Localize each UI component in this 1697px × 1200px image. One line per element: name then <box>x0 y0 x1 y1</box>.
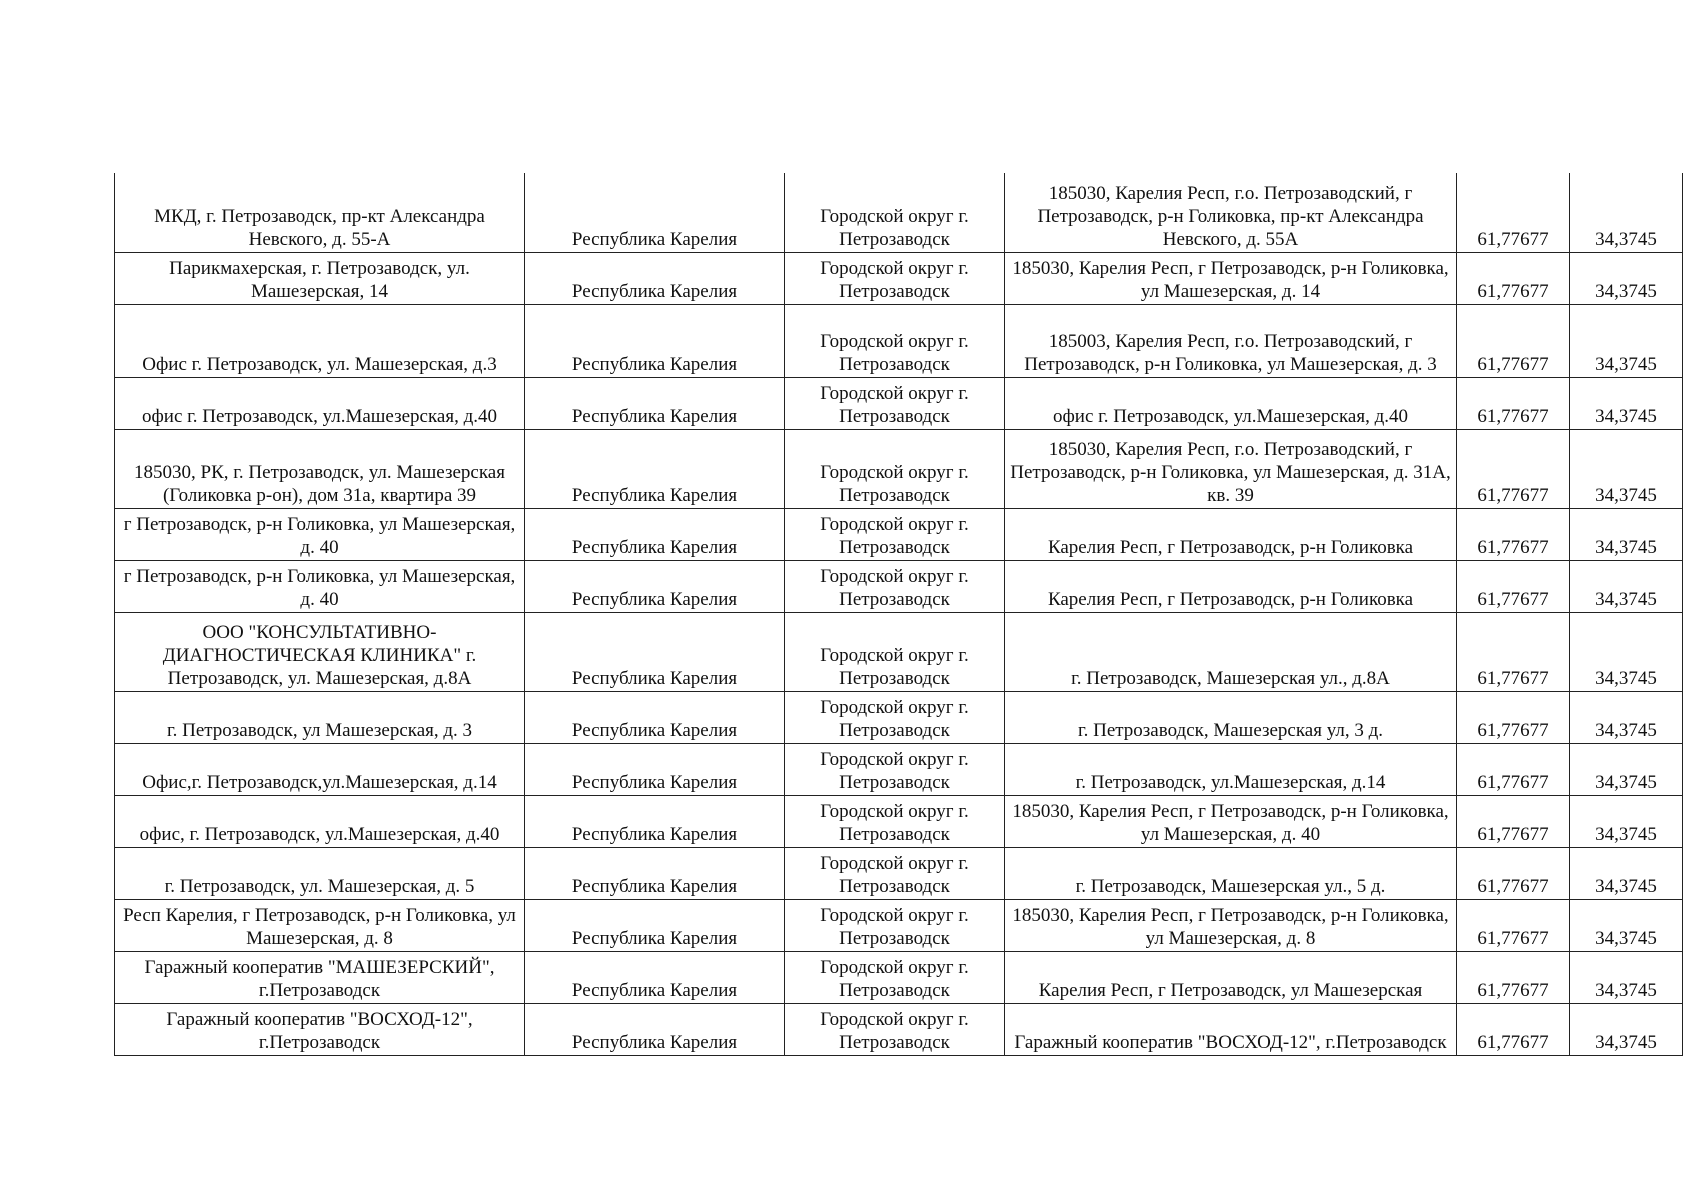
latitude-cell: 61,77677 <box>1457 795 1570 847</box>
okrug-cell: Городской округ г. Петрозаводск <box>785 899 1005 951</box>
region-cell: Республика Карелия <box>525 691 785 743</box>
longitude-cell: 34,3745 <box>1570 560 1683 612</box>
latitude-cell: 61,77677 <box>1457 560 1570 612</box>
longitude-cell: 34,3745 <box>1570 612 1683 691</box>
address-cell: Карелия Респ, г Петрозаводск, ул Машезерская <box>1005 951 1457 1003</box>
object-name-cell: Гаражный кооператив "МАШЕЗЕРСКИЙ", г.Петрозаводск <box>115 951 525 1003</box>
okrug-cell: Городской округ г. Петрозаводск <box>785 429 1005 508</box>
okrug-cell: Городской округ г. Петрозаводск <box>785 508 1005 560</box>
okrug-cell: Городской округ г. Петрозаводск <box>785 795 1005 847</box>
object-name-cell: г. Петрозаводск, ул Машезерская, д. 3 <box>115 691 525 743</box>
object-name-cell: офис, г. Петрозаводск, ул.Машезерская, д.40 <box>115 795 525 847</box>
table-row <box>115 1003 1683 1055</box>
table-row <box>115 560 1683 612</box>
address-cell: г. Петрозаводск, Машезерская ул, 3 д. <box>1005 691 1457 743</box>
object-name-cell: г Петрозаводск, р-н Голиковка, ул Машезерская, д. 40 <box>115 508 525 560</box>
table-row <box>115 377 1683 429</box>
okrug-cell: Городской округ г. Петрозаводск <box>785 951 1005 1003</box>
region-cell: Республика Карелия <box>525 173 785 252</box>
address-cell: Карелия Респ, г Петрозаводск, р-н Голиковка <box>1005 560 1457 612</box>
okrug-cell: Городской округ г. Петрозаводск <box>785 612 1005 691</box>
longitude-cell: 34,3745 <box>1570 508 1683 560</box>
longitude-cell: 34,3745 <box>1570 743 1683 795</box>
longitude-cell: 34,3745 <box>1570 795 1683 847</box>
address-cell: Карелия Респ, г Петрозаводск, р-н Голиковка <box>1005 508 1457 560</box>
longitude-cell: 34,3745 <box>1570 899 1683 951</box>
object-name-cell: Парикмахерская, г. Петрозаводск, ул. Машезерская, 14 <box>115 252 525 304</box>
longitude-cell: 34,3745 <box>1570 1003 1683 1055</box>
latitude-cell: 61,77677 <box>1457 173 1570 252</box>
okrug-cell: Городской округ г. Петрозаводск <box>785 252 1005 304</box>
region-cell: Республика Карелия <box>525 951 785 1003</box>
region-cell: Республика Карелия <box>525 429 785 508</box>
object-name-cell: г. Петрозаводск, ул. Машезерская, д. 5 <box>115 847 525 899</box>
region-cell: Республика Карелия <box>525 795 785 847</box>
region-cell: Республика Карелия <box>525 377 785 429</box>
latitude-cell: 61,77677 <box>1457 951 1570 1003</box>
region-cell: Республика Карелия <box>525 1003 785 1055</box>
address-cell: 185003, Карелия Респ, г.о. Петрозаводский, г Петрозаводск, р-н Голиковка, ул Машезерская, д. 3 <box>1005 304 1457 377</box>
region-cell: Республика Карелия <box>525 560 785 612</box>
table-row <box>115 304 1683 377</box>
object-name-cell: Офис,г. Петрозаводск,ул.Машезерская, д.14 <box>115 743 525 795</box>
okrug-cell: Городской округ г. Петрозаводск <box>785 691 1005 743</box>
table-row <box>115 252 1683 304</box>
object-name-cell: 185030, РК, г. Петрозаводск, ул. Машезерская (Голиковка р-он), дом 31а, квартира 39 <box>115 429 525 508</box>
longitude-cell: 34,3745 <box>1570 951 1683 1003</box>
address-cell: г. Петрозаводск, ул.Машезерская, д.14 <box>1005 743 1457 795</box>
longitude-cell: 34,3745 <box>1570 429 1683 508</box>
longitude-cell: 34,3745 <box>1570 252 1683 304</box>
region-cell: Республика Карелия <box>525 743 785 795</box>
table-row <box>115 899 1683 951</box>
address-cell: 185030, Карелия Респ, г.о. Петрозаводский, г Петрозаводск, р-н Голиковка, ул Машезерская, д. 31А, кв. 39 <box>1005 429 1457 508</box>
object-name-cell: МКД, г. Петрозаводск, пр-кт Александра Невского, д. 55-А <box>115 173 525 252</box>
object-name-cell: Респ Карелия, г Петрозаводск, р-н Голиковка, ул Машезерская, д. 8 <box>115 899 525 951</box>
region-cell: Республика Карелия <box>525 612 785 691</box>
okrug-cell: Городской округ г. Петрозаводск <box>785 304 1005 377</box>
region-cell: Республика Карелия <box>525 304 785 377</box>
address-cell: Гаражный кооператив "ВОСХОД-12", г.Петрозаводск <box>1005 1003 1457 1055</box>
latitude-cell: 61,77677 <box>1457 377 1570 429</box>
region-cell: Республика Карелия <box>525 847 785 899</box>
okrug-cell: Городской округ г. Петрозаводск <box>785 377 1005 429</box>
table-row <box>115 951 1683 1003</box>
object-name-cell: офис г. Петрозаводск, ул.Машезерская, д.40 <box>115 377 525 429</box>
latitude-cell: 61,77677 <box>1457 304 1570 377</box>
object-name-cell: ООО "КОНСУЛЬТАТИВНО-ДИАГНОСТИЧЕСКАЯ КЛИНИКА" г. Петрозаводск, ул. Машезерская, д.8А <box>115 612 525 691</box>
latitude-cell: 61,77677 <box>1457 847 1570 899</box>
table-row <box>115 691 1683 743</box>
okrug-cell: Городской округ г. Петрозаводск <box>785 847 1005 899</box>
latitude-cell: 61,77677 <box>1457 612 1570 691</box>
registry-table-body <box>115 173 1683 1055</box>
longitude-cell: 34,3745 <box>1570 847 1683 899</box>
longitude-cell: 34,3745 <box>1570 377 1683 429</box>
region-cell: Республика Карелия <box>525 899 785 951</box>
address-cell: 185030, Карелия Респ, г Петрозаводск, р-н Голиковка, ул Машезерская, д. 40 <box>1005 795 1457 847</box>
table-row <box>115 743 1683 795</box>
table-row <box>115 795 1683 847</box>
address-cell: 185030, Карелия Респ, г Петрозаводск, р-н Голиковка, ул Машезерская, д. 14 <box>1005 252 1457 304</box>
latitude-cell: 61,77677 <box>1457 429 1570 508</box>
okrug-cell: Городской округ г. Петрозаводск <box>785 1003 1005 1055</box>
latitude-cell: 61,77677 <box>1457 691 1570 743</box>
address-cell: 185030, Карелия Респ, г Петрозаводск, р-н Голиковка, ул Машезерская, д. 8 <box>1005 899 1457 951</box>
registry-table <box>114 173 1683 1056</box>
longitude-cell: 34,3745 <box>1570 691 1683 743</box>
okrug-cell: Городской округ г. Петрозаводск <box>785 743 1005 795</box>
table-row <box>115 173 1683 252</box>
table-row <box>115 612 1683 691</box>
longitude-cell: 34,3745 <box>1570 304 1683 377</box>
region-cell: Республика Карелия <box>525 508 785 560</box>
address-cell: г. Петрозаводск, Машезерская ул., 5 д. <box>1005 847 1457 899</box>
table-row <box>115 508 1683 560</box>
okrug-cell: Городской округ г. Петрозаводск <box>785 560 1005 612</box>
latitude-cell: 61,77677 <box>1457 252 1570 304</box>
object-name-cell: Гаражный кооператив "ВОСХОД-12", г.Петрозаводск <box>115 1003 525 1055</box>
object-name-cell: г Петрозаводск, р-н Голиковка, ул Машезерская, д. 40 <box>115 560 525 612</box>
address-cell: 185030, Карелия Респ, г.о. Петрозаводский, г Петрозаводск, р-н Голиковка, пр-кт Александра Невского, д. 55А <box>1005 173 1457 252</box>
address-cell: офис г. Петрозаводск, ул.Машезерская, д.40 <box>1005 377 1457 429</box>
okrug-cell: Городской округ г. Петрозаводск <box>785 173 1005 252</box>
object-name-cell: Офис г. Петрозаводск, ул. Машезерская, д.3 <box>115 304 525 377</box>
latitude-cell: 61,77677 <box>1457 1003 1570 1055</box>
table-row <box>115 847 1683 899</box>
latitude-cell: 61,77677 <box>1457 508 1570 560</box>
region-cell: Республика Карелия <box>525 252 785 304</box>
latitude-cell: 61,77677 <box>1457 743 1570 795</box>
latitude-cell: 61,77677 <box>1457 899 1570 951</box>
longitude-cell: 34,3745 <box>1570 173 1683 252</box>
table-row <box>115 429 1683 508</box>
address-cell: г. Петрозаводск, Машезерская ул., д.8А <box>1005 612 1457 691</box>
